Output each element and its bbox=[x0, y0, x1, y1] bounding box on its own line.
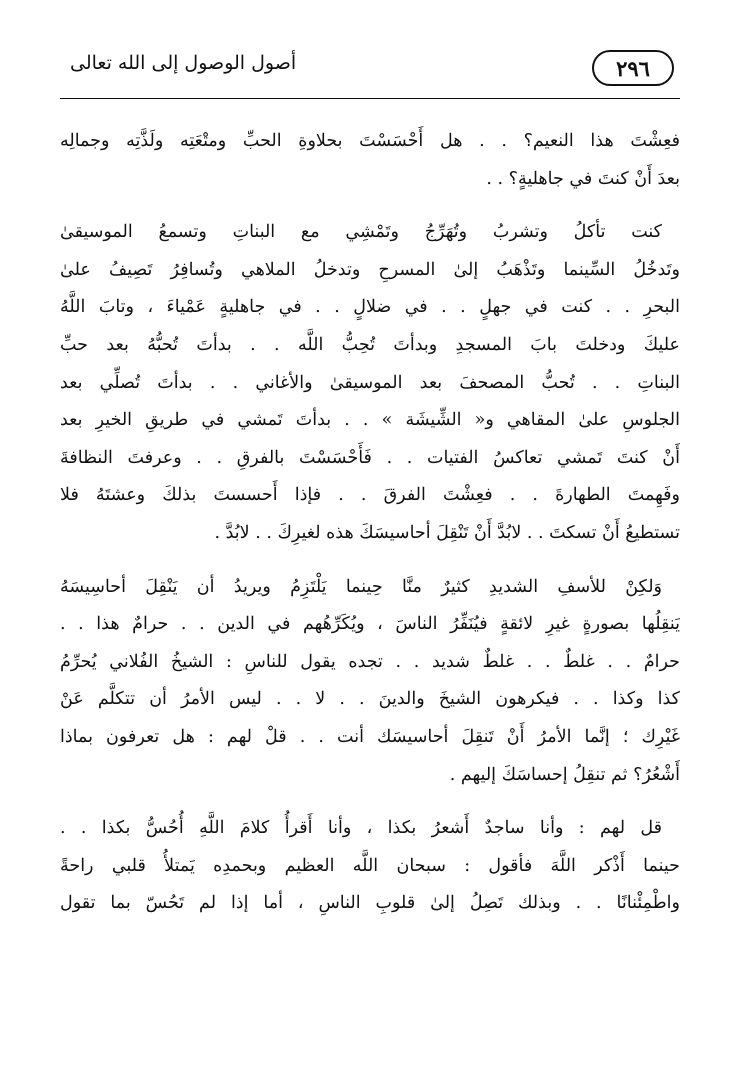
text-line: حرامٌ . . غلطٌ . . غلطٌ شديد . . تجده يقول للناسِ : الشيخُ الفُلاني يُحرِّمُ bbox=[60, 651, 680, 672]
text-line: عليكَ ودخلتَ بابَ المسجدِ وبدأتَ تُحِبُّ اللَّه . . بدأتَ تُحبُّهُ بعد حبِّ bbox=[60, 334, 680, 355]
text-line: كنت تأكلُ وتشربُ وتُهَرِّجُ وتَمْشِي مع البناتِ وتسمعُ الموسيقىٰ bbox=[60, 222, 662, 243]
text-line: حينما أَذْكر اللَّهَ فأقول : سبحان اللَّه العظيم وبحمدِه يَمتلأُ قلبي راحةً bbox=[60, 855, 680, 876]
paragraph-1 bbox=[60, 123, 680, 198]
paragraph-4 bbox=[60, 810, 680, 923]
text-line: واطْمِئْنانًا . . وبذلك تَصِلُ إلىٰ قلوبِ الناسِ ، أما إذا لم تَحُسّ بما تقول bbox=[60, 893, 680, 914]
text-line: الجلوسِ علىٰ المقاهي و« الشِّيشَة » . . بدأتَ تَمشي في طريقِ الخيرِ بعد bbox=[60, 410, 680, 431]
book-page bbox=[60, 42, 680, 1042]
text-line: وفَهِمتَ الطهارةَ . . فعِشْتَ الفرقَ . . فإذا أَحسستَ بذلكَ وعشتَهُ فلا bbox=[60, 485, 680, 506]
text-line: وتَدخُلُ السِّينما وتَذْهَبُ إلىٰ المسرحِ وتدخلُ الملاهي وتُسافِرُ تَصِيفُ علىٰ bbox=[60, 259, 680, 280]
paragraph-3 bbox=[60, 569, 680, 795]
text-line: وَلكِنْ للأسفِ الشديدِ كثيرٌ منَّا حِينما يَلْتَزِمُ ويريدُ أن يَنْقِلَ أحاسِيسَهُ bbox=[60, 576, 662, 597]
text-line: أَشْعُرُ؟ ثم تنقِلُ إحساسَكَ إليهم . bbox=[449, 764, 680, 785]
text-line: بعدَ أَنْ كنتَ في جاهليةٍ؟ . . bbox=[486, 168, 680, 189]
text-line: كذا وكذا . . فيكرهون الشيخَ والدينَ . . لا . . ليس الأمرُ أن تتكلَّم عَنْ bbox=[60, 689, 680, 710]
page-number: ٢٩٦ bbox=[592, 50, 674, 86]
running-head: أصول الوصول إلى الله تعالى bbox=[70, 52, 297, 74]
text-line: غَيْرِك ؛ إنَّما الأمرُ أَنْ تَنقِلَ أحاسيسَك أنت . . قلْ لهم : هل تعرفون بماذا bbox=[60, 726, 680, 747]
text-line: تستطيعُ أَنْ تسكتَ . . لابُدَّ أَنْ تَنْقِلَ أحاسيسَكَ هذه لغيرِكَ . . لابُدَّ . bbox=[214, 522, 680, 543]
text-line: أَنْ كنتَ تَمشي تعاكسُ الفتيات . . فَأَحْسَسْتَ بالفرقِ . . وعرفتَ النظافةَ bbox=[60, 447, 680, 468]
text-line: يَنقِلُها بصورةٍ غيرِ لائقةٍ فيُنَفِّرُ الناسَ ، ويُكَرِّهُهم في الدين . . حرامٌ هذا . . bbox=[60, 614, 680, 635]
paragraph-2 bbox=[60, 214, 680, 552]
text-line: البحرِ . . كنت في جهلٍ . . في ضلالٍ . . في جاهليةٍ عَمْياءَ ، وتابَ اللَّهُ bbox=[60, 297, 680, 318]
text-line: فعِشْتَ هذا النعيم؟ . . هل أَحْسَسْتَ بحلاوةِ الحبِّ ومتْعَتِه ولَذَّتِه وجمالِه bbox=[60, 131, 680, 151]
page-header bbox=[60, 42, 680, 99]
text-line: البناتِ . . تُحبُّ المصحفَ بعد الموسيقىٰ والأغاني . . بدأتَ تُصلِّي بعد bbox=[60, 372, 680, 393]
text-line: قل لهم : وأنا ساجدٌ أَشعرُ بكذا ، وأنا أَقرأُ كلامَ اللَّهِ أُحُسُّ بكذا . . bbox=[60, 818, 662, 839]
